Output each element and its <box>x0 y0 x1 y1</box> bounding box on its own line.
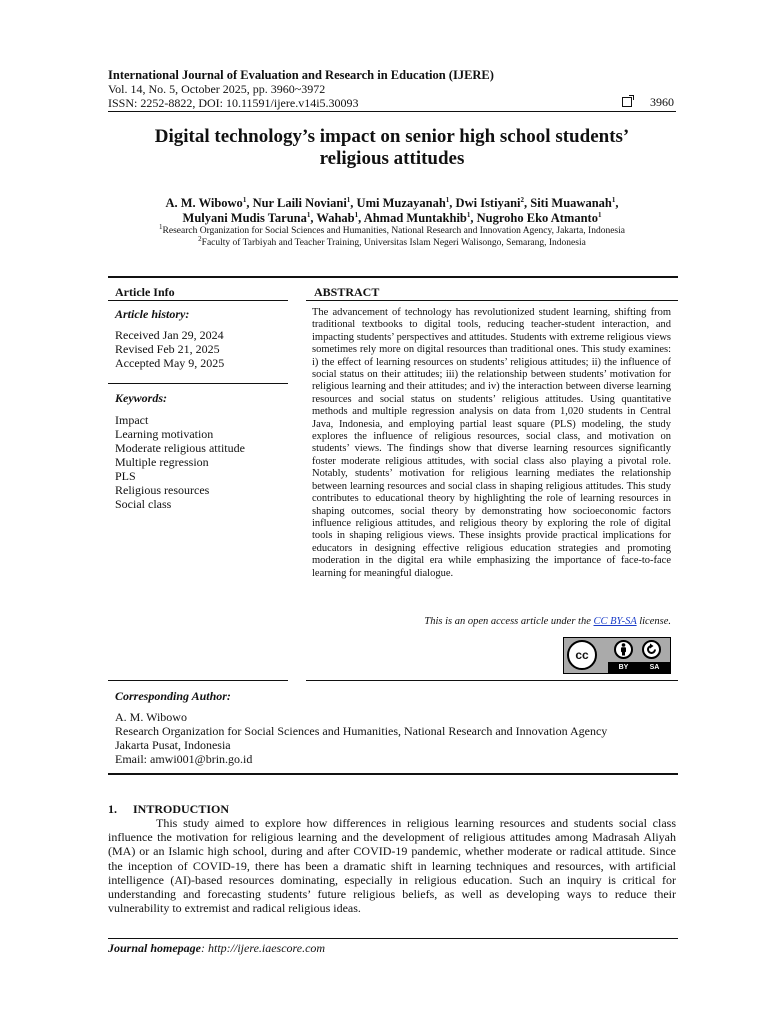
affiliation-marker: 1 <box>466 210 471 219</box>
author-name: Ahmad Muntakhib <box>363 211 467 225</box>
affiliation-marker: 1 <box>306 210 311 219</box>
affiliation-marker: 1 <box>597 210 602 219</box>
page-number: 3960 <box>650 95 674 109</box>
title-line-2: religious attitudes <box>319 148 465 169</box>
cc-license-badge[interactable] <box>563 637 671 674</box>
affiliation-marker: 1 <box>611 195 616 204</box>
journal-name: International Journal of Evaluation and Research in Education (IJERE) <box>108 68 494 82</box>
license-link[interactable]: CC BY-SA <box>593 616 637 627</box>
author-name: Nur Laili Noviani <box>252 196 347 210</box>
affiliation-marker: 1 <box>445 195 450 204</box>
affiliation-marker: 1 <box>242 195 247 204</box>
keyword: Social class <box>115 497 172 511</box>
keywords-list <box>115 413 245 511</box>
author-name: Mulyani Mudis Taruna <box>182 211 307 225</box>
volume-line: Vol. 14, No. 5, October 2025, pp. 3960~3972 <box>108 82 326 96</box>
abstract-bottom-rule <box>306 680 678 681</box>
corresponding-bottom-rule <box>108 773 678 775</box>
title-line-1: Digital technology’s impact on senior high school students’ <box>154 126 630 147</box>
authors <box>108 196 676 226</box>
abstract-text: The advancement of technology has revolutionized student learning, shifting from traditional textbooks to digital tools, reducing teacher-student interaction, and impacting students’ perspectives and attitudes. Students with extreme religious views sometimes rely more on digital resources than traditional ones. This study examines: i) the effect of learning resources on students’ religious attitudes; ii) the influence of social status on their attitudes; iii) the relationship between students’ motivation for religious learning and their attitudes; and iv) the interaction between diverse learning resources and social status on students’ religious attitudes. Using quantitative methods and multiple regression analysis on data from 1,020 students in Central Java, Indonesia, and employing partial least square (PLS) modeling, the study explores the influence of religious resources, social class, and motivation on students’ views. The findings show that diverse learning resources significantly foster moderate religious attitudes, with social class also playing a pivotal role. Notably, students’ motivation for religious learning mediates the relationship between learning resources and social class in shaping religious attitudes. This study contributes to educational theory by highlighting the role of learning resources in shaping outcomes, social theory by demonstrating how socioeconomic factors influence religious attitudes, and religious theory by exploring the role of digital tools in shaping religious views. These insights provide practical implications for educators in designing effective religious education strategies and promoting moderation in the digital era while emphasizing the importance of face-to-face learning for meaningful dialogue. <box>312 307 671 579</box>
attribution-icon <box>614 640 633 659</box>
square-icon <box>622 97 632 107</box>
authors-line-1: A. M. Wibowo$^1$, Nur Laili Noviani$^1$, Umi Muzayanah$^1$, Dwi Istiyani$^2$, Siti Muawanah$^1$, <box>165 195 619 210</box>
journal-homepage[interactable]: Journal homepage: http://ijere.iaescore.com <box>108 941 326 955</box>
revised-date: Revised Feb 21, 2025 <box>115 342 220 356</box>
share-alike-icon <box>642 640 661 659</box>
paper-title <box>108 126 676 170</box>
affiliation-2: $^2$Faculty of Tarbiyah and Teacher Training, Universitas Islam Negeri Walisongo, Semarang, Indonesia <box>198 234 586 248</box>
keyword: PLS <box>115 469 136 483</box>
open-access-note: This is an open access article under the CC BY-SA license. <box>424 616 671 627</box>
author-name: Dwi Istiyani <box>455 196 521 210</box>
affiliation-1: $^1$Research Organization for Social Sciences and Humanities, National Research and Innovation Agency, Jakarta, Indonesia <box>159 222 625 236</box>
issn-line: ISSN: 2252-8822, DOI: 10.11591/ijere.v14i5.30093 <box>108 96 359 110</box>
affiliation-marker: 1 <box>354 210 359 219</box>
keyword: Religious resources <box>115 483 210 497</box>
abstract-heading: ABSTRACT <box>314 285 380 299</box>
corresponding-org: Research Organization for Social Sciences and Humanities, National Research and Innovation Agency <box>115 724 608 738</box>
accepted-date: Accepted May 9, 2025 <box>115 356 225 370</box>
keywords-rule <box>108 383 288 384</box>
author-name: Wahab <box>316 211 355 225</box>
info-top-rule <box>108 276 678 278</box>
keyword: Impact <box>115 413 149 427</box>
footer-rule <box>108 938 678 939</box>
author-name: Siti Muawanah <box>530 196 612 210</box>
received-date: Received Jan 29, 2024 <box>115 328 224 342</box>
affiliation-marker: 2 <box>520 195 524 204</box>
author-name: Umi Muzayanah <box>356 196 446 210</box>
keywords-heading: Keywords: <box>115 391 167 405</box>
info-rule <box>108 300 288 301</box>
article-info-heading: Article Info <box>115 285 175 299</box>
header-rule <box>108 111 676 112</box>
author-name: Nugroho Eko Atmanto <box>476 211 598 225</box>
corresponding-location: Jakarta Pusat, Indonesia <box>115 738 231 752</box>
corresponding-name: A. M. Wibowo <box>115 710 187 724</box>
authors-line-2: Mulyani Mudis Taruna$^1$, Wahab$^1$, Ahmad Muntakhib$^1$, Nugroho Eko Atmanto$^1$ <box>182 210 602 225</box>
corresponding-heading: Corresponding Author: <box>115 689 231 703</box>
history-heading: Article history: <box>115 307 190 321</box>
info-bottom-rule <box>108 680 288 681</box>
introduction-text: This study aimed to explore how differences in religious learning resources and students social class influence the motivation for religious learning and the development of religious attitudes among Madrasah Aliyah (MA) or an Islamic high school, during and after COVID-19 pandemic, whether moderate or radical attitude. Since the inception of COVID-19, there has been a dramatic shift in learning techniques and resources, with artificial intelligence (AI)-based resources dominating, especially in religious education. Such an inquiry is critical for understanding and forecasting students’ future religious beliefs, as well as developing ways to reduce their vulnerability to extremist and radical religious ideas. <box>108 816 676 916</box>
introduction-heading: 1. INTRODUCTION <box>108 802 230 816</box>
corresponding-email[interactable]: Email: amwi001@brin.go.id <box>115 752 253 766</box>
keyword: Learning motivation <box>115 427 214 441</box>
cc-logo-icon: cc <box>567 640 597 670</box>
abstract-rule <box>306 300 678 301</box>
license-bar: BY SA <box>608 662 670 673</box>
author-name: A. M. Wibowo <box>165 196 243 210</box>
affiliation-marker: 1 <box>346 195 351 204</box>
keyword: Moderate religious attitude <box>115 441 245 455</box>
keyword: Multiple regression <box>115 455 209 469</box>
